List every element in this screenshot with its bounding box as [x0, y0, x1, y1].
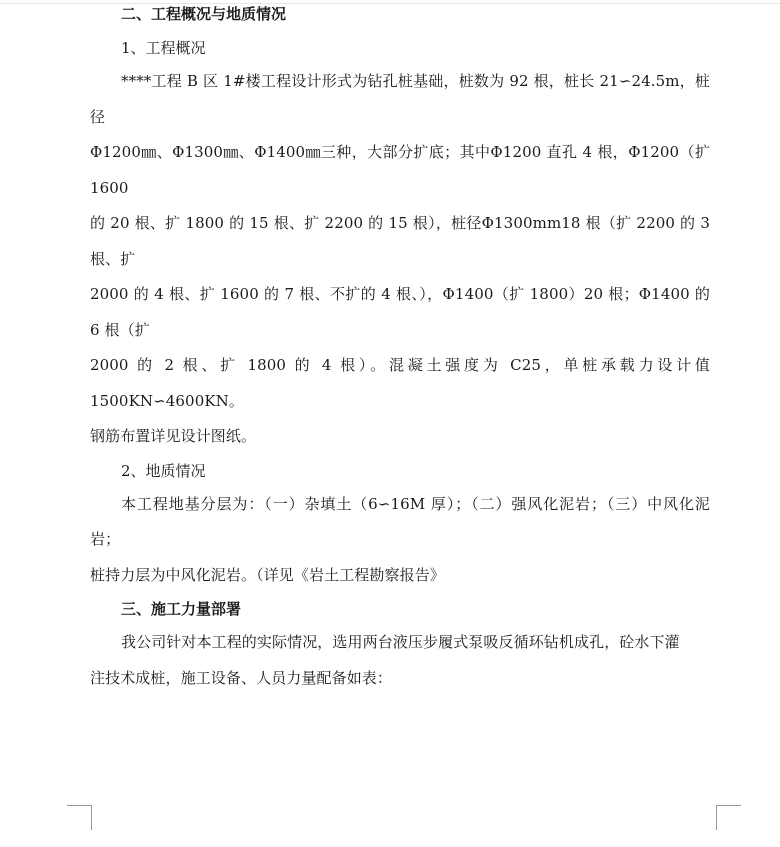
paragraph-line: Φ1200㎜、Φ1300㎜、Φ1400㎜三种，大部分扩底；其中Φ1200 直孔 4 根，Φ1200（扩 1600	[90, 143, 710, 197]
paragraph-line: 我公司针对本工程的实际情况，选用两台液压步履式泵吸反循环钻机成孔，砼水下灌	[121, 633, 680, 651]
paragraph-line: 2000 的 4 根、扩 1600 的 7 根、不扩的 4 根、），Φ1400（扩 1800）20 根；Φ1400 的 6 根（扩	[90, 285, 710, 339]
subheading-geology: 2、地质情况	[121, 461, 206, 480]
section-heading-3: 三、施工力量部署	[121, 600, 242, 618]
paragraph-project-overview	[90, 64, 710, 455]
paragraph-line: 注技术成桩，施工设备、人员力量配备如表：	[90, 668, 393, 687]
paragraph-geology	[90, 487, 710, 594]
paragraph-line: 桩持力层为中风化泥岩。（详见《岩土工程勘察报告》	[90, 565, 445, 584]
margin-corner-bottom-left	[67, 805, 92, 830]
paragraph-line: 2000 的 2 根、扩 1800 的 4 根）。混凝土强度为 C25，单桩承载力设计值 1500KN∽4600KN。	[90, 356, 710, 410]
document-body	[90, 2, 710, 696]
paragraph-line: ****工程 B 区 1#楼工程设计形式为钻孔桩基础，桩数为 92 根，桩长 21∽24.5m，桩径	[90, 72, 710, 126]
subheading-project-overview: 1、工程概况	[121, 39, 206, 57]
paragraph-line: 的 20 根、扩 1800 的 15 根、扩 2200 的 15 根），桩径Φ1300mm18 根（扩 2200 的 3 根、扩	[90, 214, 710, 268]
paragraph-line: 本工程地基分层为：（一）杂填土（6∽16M 厚）；（二）强风化泥岩；（三）中风化泥岩；	[90, 494, 710, 548]
paragraph-deployment	[90, 625, 710, 696]
paragraph-line: 钢筋布置详见设计图纸。	[90, 427, 257, 445]
section-heading-2: 二、工程概况与地质情况	[121, 5, 287, 23]
margin-corner-bottom-right	[716, 805, 741, 830]
